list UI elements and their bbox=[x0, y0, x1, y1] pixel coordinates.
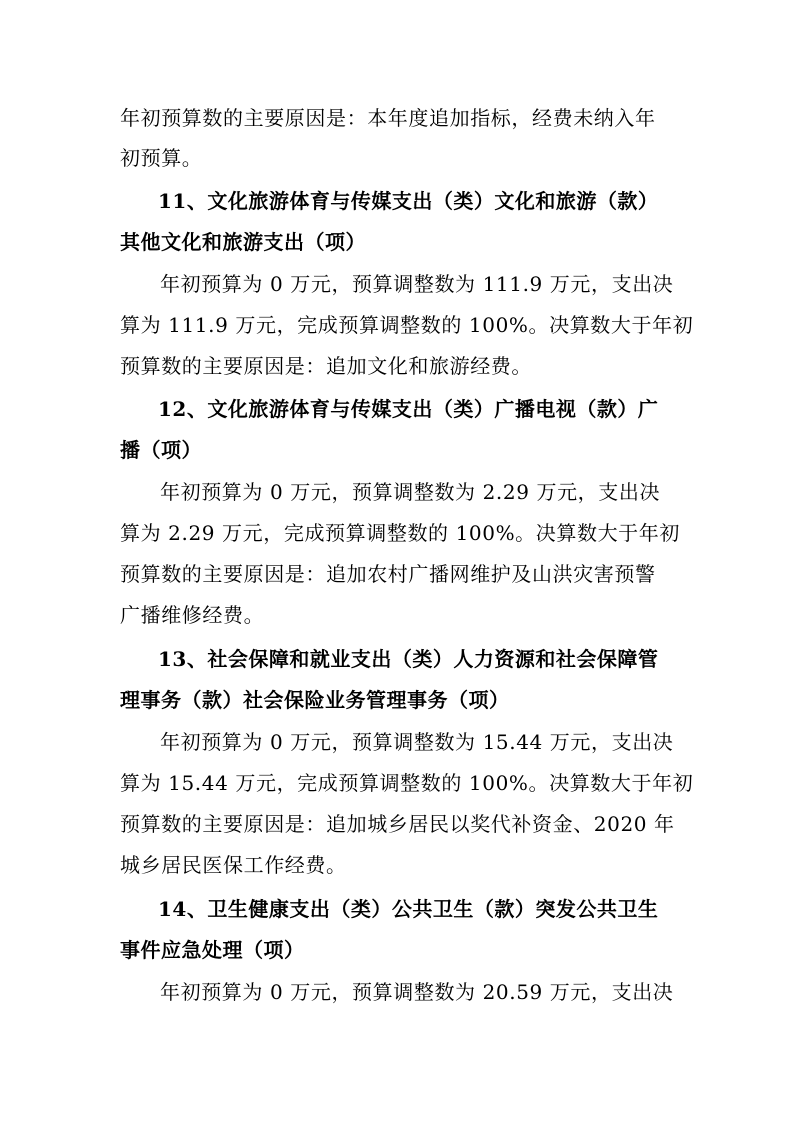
body-text-line bbox=[0, 100, 793, 136]
heading-text: 12、文化旅游体育与传媒支出（类）广播电视（款）广 bbox=[158, 397, 659, 421]
body-text-line bbox=[0, 765, 793, 801]
heading-text: 14、卫生健康支出（类）公共卫生（款）突发公共卫生 bbox=[158, 897, 659, 921]
text-run: 年初预算为 0 万元，预算调整数为 111.9 万元，支出决 bbox=[160, 272, 674, 296]
section-heading-11 bbox=[0, 183, 793, 219]
heading-text: 11、文化旅游体育与传媒支出（类）文化和旅游（款） bbox=[158, 189, 659, 213]
section-heading-14 bbox=[0, 891, 793, 927]
text-run: 初预算。 bbox=[120, 146, 203, 170]
body-text-line bbox=[0, 974, 793, 1010]
text-run: 预算数的主要原因是：追加城乡居民以奖代补资金、2020 年 bbox=[120, 812, 675, 836]
heading-text: 其他文化和旅游支出（项） bbox=[120, 230, 366, 254]
text-run: 广播维修经费。 bbox=[120, 603, 265, 627]
heading-text: 理事务（款）社会保险业务管理事务（项） bbox=[120, 688, 510, 712]
text-run: 算为 2.29 万元，完成预算调整数的 100%。决算数大于年初 bbox=[120, 521, 680, 545]
text-run: 算为 111.9 万元，完成预算调整数的 100%。决算数大于年初 bbox=[120, 313, 694, 337]
body-text-line bbox=[0, 597, 793, 633]
text-run: 算为 15.44 万元，完成预算调整数的 100%。决算数大于年初 bbox=[120, 771, 694, 795]
text-run: 预算数的主要原因是：追加农村广播网维护及山洪灾害预警 bbox=[120, 562, 656, 586]
heading-text: 13、社会保障和就业支出（类）人力资源和社会保障管 bbox=[158, 647, 659, 671]
body-text-line bbox=[0, 140, 793, 176]
text-run: 年初预算为 0 万元，预算调整数为 15.44 万元，支出决 bbox=[160, 730, 674, 754]
section-heading-12-cont bbox=[0, 432, 793, 468]
section-heading-11-cont bbox=[0, 224, 793, 260]
text-run: 城乡居民医保工作经费。 bbox=[120, 853, 347, 877]
body-text-line bbox=[0, 724, 793, 760]
section-heading-12 bbox=[0, 391, 793, 427]
heading-text: 播（项） bbox=[120, 438, 202, 462]
body-text-line bbox=[0, 515, 793, 551]
body-text-line bbox=[0, 474, 793, 510]
text-run: 预算数的主要原因是：追加文化和旅游经费。 bbox=[120, 354, 532, 378]
text-run: 年初预算数的主要原因是：本年度追加指标，经费未纳入年 bbox=[120, 106, 656, 130]
body-text-line bbox=[0, 266, 793, 302]
section-heading-13-cont bbox=[0, 682, 793, 718]
body-text-line bbox=[0, 307, 793, 343]
body-text-line bbox=[0, 348, 793, 384]
section-heading-14-cont bbox=[0, 932, 793, 968]
heading-text: 事件应急处理（项） bbox=[120, 938, 305, 962]
text-run: 年初预算为 0 万元，预算调整数为 2.29 万元，支出决 bbox=[160, 480, 661, 504]
body-text-line bbox=[0, 847, 793, 883]
text-run: 年初预算为 0 万元，预算调整数为 20.59 万元，支出决 bbox=[160, 980, 674, 1004]
body-text-line bbox=[0, 806, 793, 842]
body-text-line bbox=[0, 556, 793, 592]
section-heading-13 bbox=[0, 641, 793, 677]
